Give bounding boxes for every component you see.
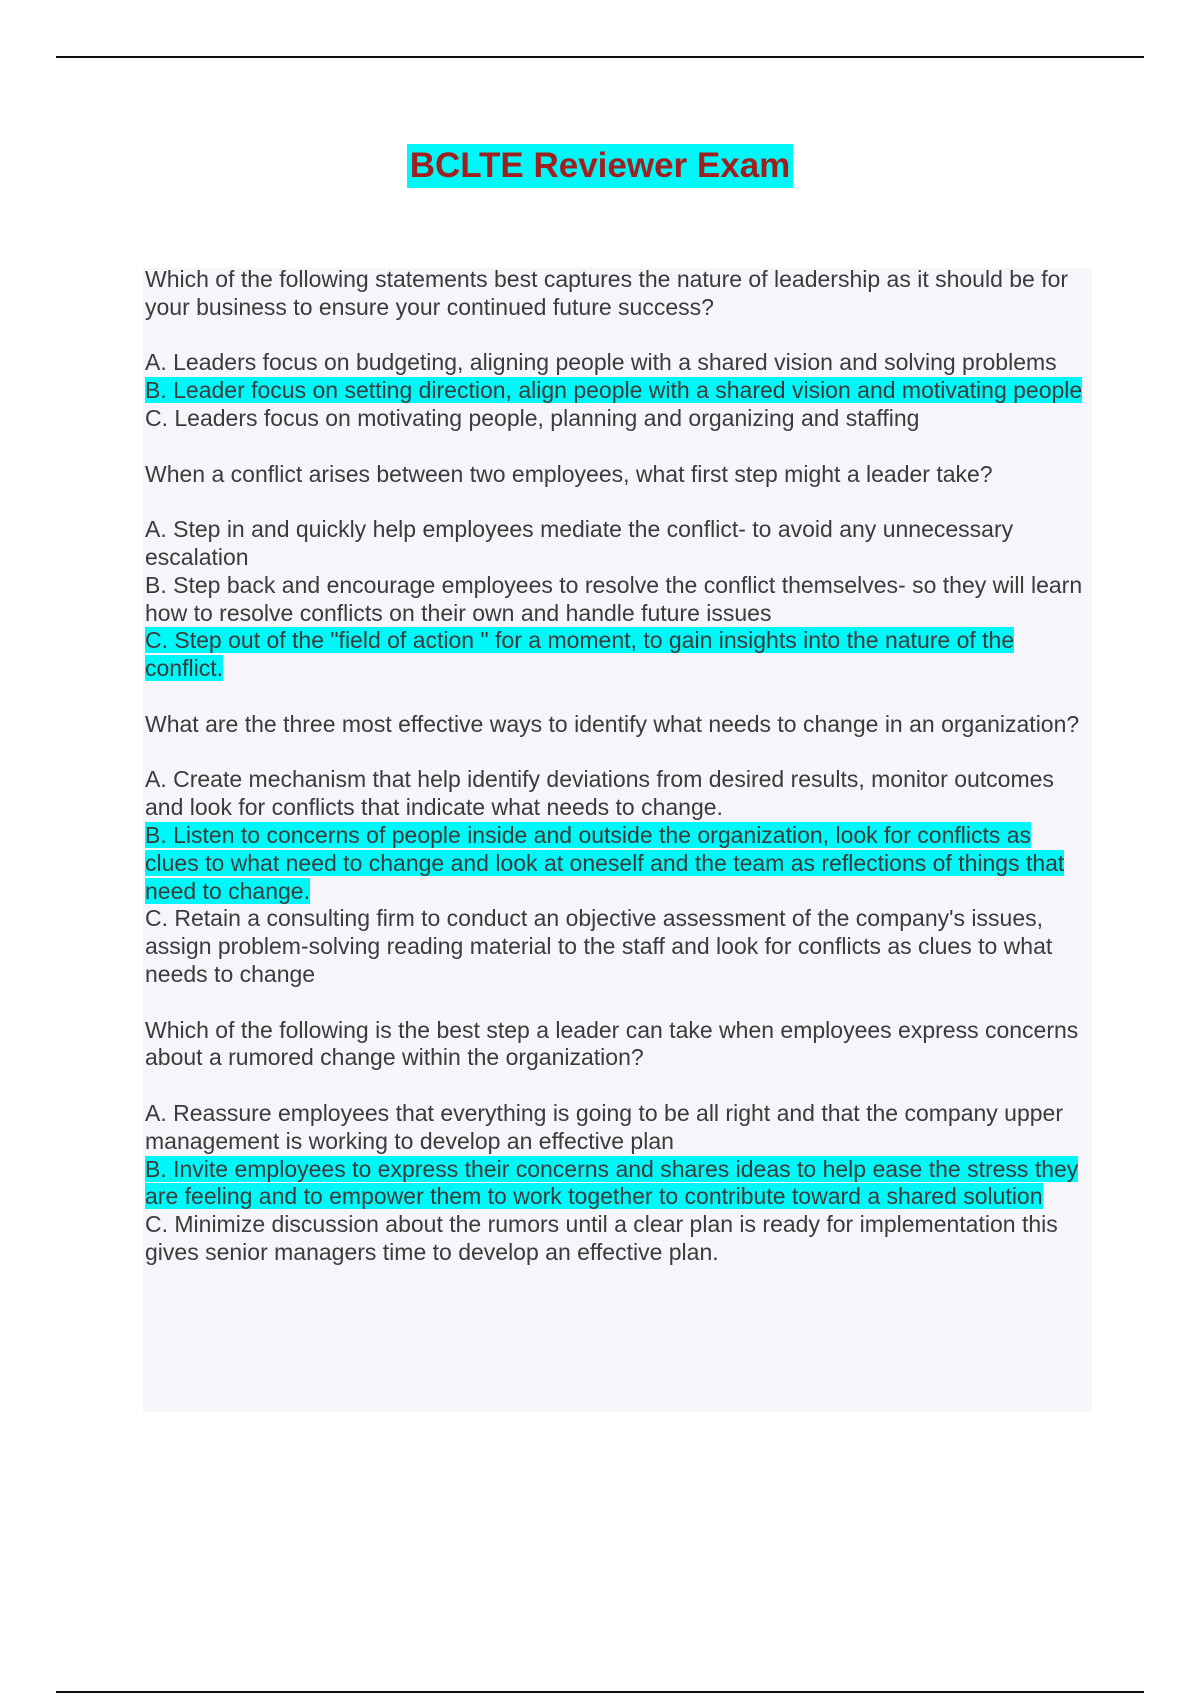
question-2-option-c-correct: C. Step out of the "field of action " for a moment, to gain insights into the nature of the conflict. bbox=[145, 627, 1015, 682]
question-4-options bbox=[145, 1100, 1090, 1267]
title-container bbox=[0, 144, 1200, 188]
question-3-text: What are the three most effective ways to identify what needs to change in an organization? bbox=[145, 710, 1080, 737]
question-block-4 bbox=[145, 1017, 1090, 1267]
question-2-text: When a conflict arises between two employees, what first step might a leader take? bbox=[145, 460, 993, 487]
question-1-text: Which of the following statements best captures the nature of leadership as it should be for your business to ensure your continued future success? bbox=[145, 266, 1069, 320]
question-1-option-c: C. Leaders focus on motivating people, planning and organizing and staffing bbox=[145, 404, 920, 431]
question-3-option-a: A. Create mechanism that help identify deviations from desired results, monitor outcomes and look for conflicts that indicate what needs to change. bbox=[145, 766, 1054, 821]
question-block-1 bbox=[145, 266, 1090, 433]
question-2-option-a: A. Step in and quickly help employees mediate the conflict- to avoid any unnecessary escalation bbox=[145, 516, 1014, 570]
question-2-option-b: B. Step back and encourage employees to resolve the conflict themselves- so they will learn how to resolve conflicts on their own and handle future issues bbox=[145, 571, 1083, 626]
document-title: BCLTE Reviewer Exam bbox=[407, 144, 794, 188]
question-1-option-b-correct: B. Leader focus on setting direction, align people with a shared vision and motivating people bbox=[145, 377, 1083, 404]
question-block-2 bbox=[145, 461, 1090, 683]
question-4-text: Which of the following is the best step a leader can take when employees express concerns about a rumored change within the organization? bbox=[145, 1016, 1079, 1071]
question-3-options bbox=[145, 766, 1090, 988]
questions-content bbox=[145, 266, 1090, 1294]
question-1-options bbox=[145, 349, 1090, 432]
question-2-options bbox=[145, 516, 1090, 683]
question-4-option-b-correct: B. Invite employees to express their concerns and shares ideas to help ease the stress they are feeling and to empower them to work together to contribute toward a shared solution bbox=[145, 1155, 1079, 1210]
top-divider bbox=[56, 56, 1144, 58]
question-3-option-c: C. Retain a consulting firm to conduct an objective assessment of the company's issues, assign problem-solving reading material to the staff and look for conflicts as clues to what needs to change bbox=[145, 905, 1053, 987]
question-1-option-a: A. Leaders focus on budgeting, aligning people with a shared vision and solving problems bbox=[145, 349, 1057, 376]
question-block-3 bbox=[145, 711, 1090, 989]
question-4-option-c: C. Minimize discussion about the rumors until a clear plan is ready for implementation this gives senior managers time to develop an effective plan. bbox=[145, 1211, 1058, 1265]
question-3-option-b-correct: B. Listen to concerns of people inside and outside the organization, look for conflicts as clues to what need to change and look at oneself and the team as reflections of things that need to change. bbox=[145, 821, 1065, 904]
question-4-option-a: A. Reassure employees that everything is going to be all right and that the company upper management is working to develop an effective plan bbox=[145, 1099, 1063, 1154]
bottom-divider bbox=[56, 1691, 1144, 1693]
